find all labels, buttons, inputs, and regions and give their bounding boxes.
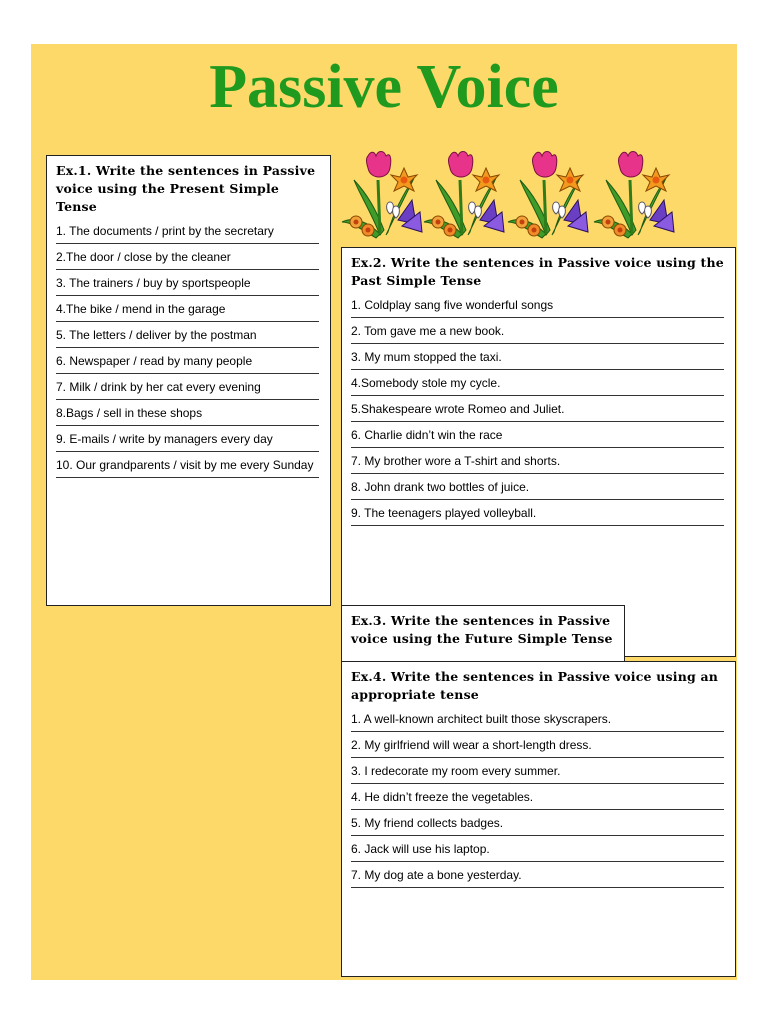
answer-line[interactable] — [56, 399, 319, 400]
exercise-item — [351, 506, 726, 526]
answer-line[interactable] — [351, 499, 724, 500]
exercise-item-text: 6. Jack will use his laptop. — [351, 842, 490, 856]
exercise-item — [351, 816, 726, 836]
exercise-item-text: 1. The documents / print by the secretary — [56, 224, 274, 238]
exercise-2-list — [351, 298, 726, 526]
answer-line[interactable] — [351, 317, 724, 318]
answer-line[interactable] — [56, 347, 319, 348]
answer-line[interactable] — [56, 373, 319, 374]
answer-line[interactable] — [351, 395, 724, 396]
exercise-item — [351, 712, 726, 732]
exercise-item — [351, 868, 726, 888]
answer-line[interactable] — [351, 731, 724, 732]
exercise-item-text: 7. My dog ate a bone yesterday. — [351, 868, 522, 882]
answer-line[interactable] — [351, 835, 724, 836]
answer-line[interactable] — [56, 451, 319, 452]
exercise-item-text: 9. The teenagers played volleyball. — [351, 506, 537, 520]
answer-line[interactable] — [56, 269, 319, 270]
answer-line[interactable] — [351, 421, 724, 422]
exercise-item-text: 5. My friend collects badges. — [351, 816, 504, 830]
answer-line[interactable] — [351, 783, 724, 784]
exercise-2-heading: Ex.2. Write the sentences in Passive voice using the Past Simple Tense — [351, 255, 724, 288]
tulip-bouquet-icon — [594, 152, 674, 239]
exercise-item-text: 5.Shakespeare wrote Romeo and Juliet. — [351, 402, 565, 416]
answer-line[interactable] — [351, 861, 724, 862]
exercise-item-text: 6. Charlie didn’t win the race — [351, 428, 503, 442]
tulip-bouquet-icon — [424, 152, 504, 239]
exercise-item — [56, 380, 321, 400]
exercise-1-list — [56, 224, 321, 478]
exercise-3-box — [341, 605, 625, 663]
exercise-item — [56, 458, 321, 478]
exercise-item — [351, 428, 726, 448]
exercise-item — [351, 402, 726, 422]
answer-line[interactable] — [351, 809, 724, 810]
exercise-item — [351, 298, 726, 318]
exercise-3-heading: Ex.3. Write the sentences in Passive voice using the Future Simple Tense — [351, 613, 613, 646]
page-title: Passive Voice — [209, 53, 559, 121]
exercise-item-text: 1. A well-known architect built those skyscrapers. — [351, 712, 612, 726]
exercise-item — [56, 432, 321, 452]
answer-line[interactable] — [351, 525, 724, 526]
exercise-item-text: 4.The bike / mend in the garage — [56, 302, 226, 316]
answer-line[interactable] — [56, 425, 319, 426]
exercise-item — [56, 276, 321, 296]
exercise-item-text: 3. My mum stopped the taxi. — [351, 350, 502, 364]
exercise-item-text: 2.The door / close by the cleaner — [56, 250, 231, 264]
exercise-1-heading: Ex.1. Write the sentences in Passive voice using the Present Simple Tense — [56, 163, 316, 214]
exercise-item — [56, 354, 321, 374]
answer-line[interactable] — [351, 473, 724, 474]
exercise-item — [351, 480, 726, 500]
flower-decoration — [340, 150, 730, 242]
exercise-item-text: 4. He didn’t freeze the vegetables. — [351, 790, 534, 804]
exercise-item — [56, 250, 321, 270]
exercise-item — [351, 790, 726, 810]
answer-line[interactable] — [56, 477, 319, 478]
answer-line[interactable] — [351, 447, 724, 448]
exercise-item — [351, 454, 726, 474]
tulip-bouquet-icon — [342, 152, 422, 239]
exercise-4-list — [351, 712, 726, 888]
exercise-item — [351, 324, 726, 344]
exercise-4-heading: Ex.4. Write the sentences in Passive voice using an appropriate tense — [351, 669, 719, 702]
exercise-item-text: 4.Somebody stole my cycle. — [351, 376, 501, 390]
answer-line[interactable] — [56, 295, 319, 296]
exercise-2-box — [341, 247, 736, 657]
exercise-item — [351, 738, 726, 758]
answer-line[interactable] — [56, 321, 319, 322]
exercise-item-text: 6. Newspaper / read by many people — [56, 354, 253, 368]
exercise-item-text: 3. The trainers / buy by sportspeople — [56, 276, 251, 290]
exercise-item — [56, 224, 321, 244]
exercise-item — [351, 764, 726, 784]
exercise-item-text: 8. John drank two bottles of juice. — [351, 480, 530, 494]
exercise-item — [351, 842, 726, 862]
exercise-1-box — [46, 155, 331, 606]
exercise-item — [56, 328, 321, 348]
exercise-4-box — [341, 661, 736, 977]
tulip-bouquet-icon — [508, 152, 588, 239]
exercise-item — [351, 376, 726, 396]
answer-line[interactable] — [351, 887, 724, 888]
exercise-item-text: 2. Tom gave me a new book. — [351, 324, 505, 338]
exercise-item-text: 7. My brother wore a T-shirt and shorts. — [351, 454, 561, 468]
answer-line[interactable] — [351, 343, 724, 344]
exercise-item — [56, 406, 321, 426]
exercise-item-text: 1. Coldplay sang five wonderful songs — [351, 298, 554, 312]
answer-line[interactable] — [351, 369, 724, 370]
answer-line[interactable] — [56, 243, 319, 244]
exercise-item — [56, 302, 321, 322]
exercise-item-text: 8.Bags / sell in these shops — [56, 406, 203, 420]
answer-line[interactable] — [351, 757, 724, 758]
exercise-item-text: 9. E-mails / write by managers every day — [56, 432, 273, 446]
exercise-item-text: 7. Milk / drink by her cat every evening — [56, 380, 261, 394]
exercise-item-text: 3. I redecorate my room every summer. — [351, 764, 561, 778]
exercise-item-text: 10. Our grandparents / visit by me every Sunday — [56, 458, 314, 472]
exercise-item — [351, 350, 726, 370]
exercise-item-text: 2. My girlfriend will wear a short-length dress. — [351, 738, 592, 752]
exercise-item-text: 5. The letters / deliver by the postman — [56, 328, 257, 342]
